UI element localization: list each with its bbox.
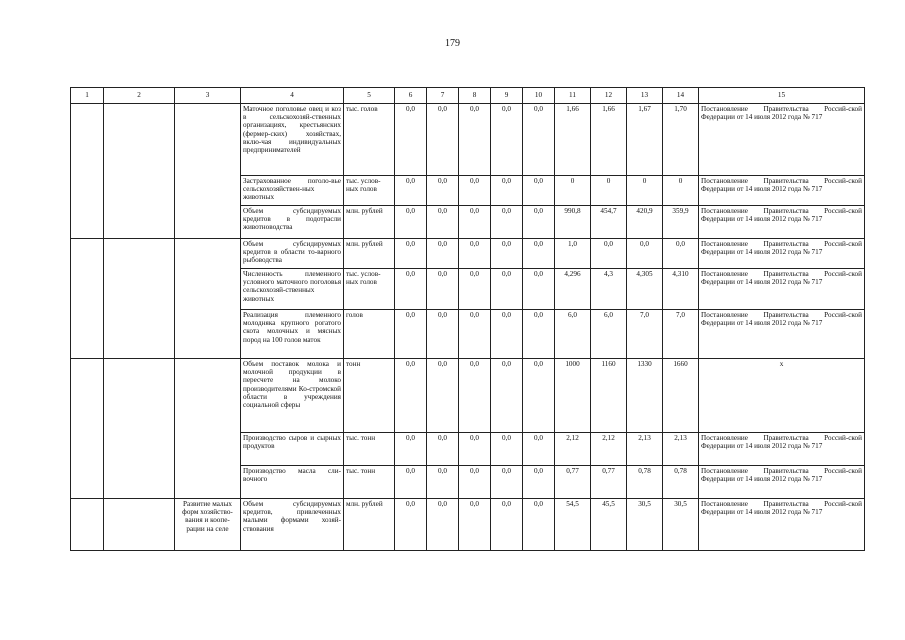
column-header: 4: [241, 88, 344, 104]
value-cell: 0,0: [523, 104, 555, 176]
column-header: 6: [395, 88, 427, 104]
table-row: [71, 104, 865, 176]
value-cell: 54,5: [555, 499, 591, 551]
column-header: 13: [627, 88, 663, 104]
legal-basis-cell: Постановление Правительства Россий-ской Федерации от 14 июля 2012 года № 717: [699, 176, 865, 206]
indicator-cell: Застрахованное поголо-вье сельскохозяйствен-ных животных: [241, 176, 344, 206]
value-cell: 0,0: [523, 310, 555, 359]
table-row: [71, 359, 865, 433]
group-cell-2: [104, 104, 175, 239]
value-cell: 454,7: [591, 206, 627, 239]
value-cell: 0,0: [523, 176, 555, 206]
indicator-cell: Объем субсидируемых кредитов, привлеченных малыми формами хозяй-ствования: [241, 499, 344, 551]
value-cell: 1,66: [591, 104, 627, 176]
value-cell: 1000: [555, 359, 591, 433]
indicator-cell: Объем субсидируемых кредитов в подотрасли животноводства: [241, 206, 344, 239]
value-cell: 2,12: [555, 433, 591, 466]
value-cell: 2,13: [627, 433, 663, 466]
unit-cell: тыс. голов: [344, 104, 395, 176]
group-cell-2: [104, 359, 175, 499]
value-cell: 0,0: [395, 310, 427, 359]
indicator-cell: Объем поставок молока и молочной продукции в пересчете на молоко производителями Ко-стромской области в учреждения социальной сферы: [241, 359, 344, 433]
value-cell: 4,296: [555, 269, 591, 310]
group-cell-1: [71, 104, 104, 239]
indicators-table: [70, 87, 865, 551]
value-cell: 0,0: [491, 269, 523, 310]
unit-cell: млн. рублей: [344, 206, 395, 239]
value-cell: 7,0: [627, 310, 663, 359]
group-cell-1: [71, 359, 104, 499]
value-cell: 30,5: [663, 499, 699, 551]
value-cell: 1,70: [663, 104, 699, 176]
legal-basis-cell: Постановление Правительства Россий-ской Федерации от 14 июля 2012 года № 717: [699, 239, 865, 269]
group-cell-3: [175, 359, 241, 499]
value-cell: 0,78: [627, 466, 663, 499]
value-cell: 0,0: [663, 239, 699, 269]
indicator-cell: Объем субсидируемых кредитов в области то-варного рыбоводства: [241, 239, 344, 269]
value-cell: 0,0: [395, 269, 427, 310]
column-header: 11: [555, 88, 591, 104]
value-cell: 0,0: [491, 433, 523, 466]
value-cell: 0,0: [427, 206, 459, 239]
column-header-row: [71, 88, 865, 104]
value-cell: 0,0: [491, 359, 523, 433]
column-header: 1: [71, 88, 104, 104]
legal-basis-cell: Постановление Правительства Россий-ской Федерации от 14 июля 2012 года № 717: [699, 499, 865, 551]
value-cell: 0,0: [427, 499, 459, 551]
group-cell-2: [104, 499, 175, 551]
unit-cell: млн. рублей: [344, 499, 395, 551]
group-cell-1: [71, 239, 104, 359]
value-cell: 0,0: [491, 239, 523, 269]
column-header: 10: [523, 88, 555, 104]
value-cell: 0,0: [395, 176, 427, 206]
value-cell: 4,3: [591, 269, 627, 310]
value-cell: 6,0: [555, 310, 591, 359]
value-cell: 0,0: [523, 499, 555, 551]
value-cell: 1,66: [555, 104, 591, 176]
value-cell: 0,0: [459, 433, 491, 466]
value-cell: 0,0: [395, 104, 427, 176]
value-cell: 0,0: [427, 466, 459, 499]
value-cell: 359,9: [663, 206, 699, 239]
value-cell: 0,0: [427, 176, 459, 206]
value-cell: 0,0: [523, 269, 555, 310]
value-cell: 0,0: [427, 239, 459, 269]
value-cell: 1160: [591, 359, 627, 433]
value-cell: 4,305: [627, 269, 663, 310]
value-cell: 0,0: [523, 239, 555, 269]
group-cell-3: Развитие малых форм хозяйство-вания и коопе-рации на селе: [175, 499, 241, 551]
value-cell: 45,5: [591, 499, 627, 551]
value-cell: 1,67: [627, 104, 663, 176]
legal-basis-cell: Постановление Правительства Россий-ской Федерации от 14 июля 2012 года № 717: [699, 433, 865, 466]
column-header: 12: [591, 88, 627, 104]
value-cell: 0,0: [459, 466, 491, 499]
value-cell: 4,310: [663, 269, 699, 310]
value-cell: 0,0: [627, 239, 663, 269]
value-cell: 0,0: [523, 206, 555, 239]
legal-basis-cell: Постановление Правительства Россий-ской Федерации от 14 июля 2012 года № 717: [699, 466, 865, 499]
value-cell: 0,0: [459, 269, 491, 310]
value-cell: 0,0: [427, 359, 459, 433]
value-cell: 0,0: [427, 269, 459, 310]
table-row: [71, 499, 865, 551]
group-cell-3: [175, 239, 241, 359]
column-header: 2: [104, 88, 175, 104]
value-cell: 1330: [627, 359, 663, 433]
column-header: 9: [491, 88, 523, 104]
unit-cell: млн. рублей: [344, 239, 395, 269]
value-cell: 0,0: [459, 310, 491, 359]
value-cell: 0,0: [427, 310, 459, 359]
value-cell: 0,78: [663, 466, 699, 499]
group-cell-3: [175, 104, 241, 239]
value-cell: 0,0: [395, 206, 427, 239]
value-cell: 0,0: [395, 239, 427, 269]
value-cell: 990,8: [555, 206, 591, 239]
value-cell: 420,9: [627, 206, 663, 239]
value-cell: 0,0: [491, 176, 523, 206]
page-number: 179: [445, 38, 460, 49]
value-cell: 0,0: [523, 359, 555, 433]
value-cell: 1,0: [555, 239, 591, 269]
indicator-cell: Численность племенного условного маточного поголовья сельскохозяй-ственных животных: [241, 269, 344, 310]
value-cell: 0,0: [459, 104, 491, 176]
unit-cell: тыс. услов-ных голов: [344, 269, 395, 310]
value-cell: 0,0: [491, 104, 523, 176]
legal-basis-cell: x: [699, 359, 865, 433]
group-cell-2: [104, 239, 175, 359]
value-cell: 0,0: [395, 433, 427, 466]
value-cell: 0: [555, 176, 591, 206]
value-cell: 0,0: [523, 466, 555, 499]
value-cell: 1660: [663, 359, 699, 433]
unit-cell: тыс. тонн: [344, 466, 395, 499]
value-cell: 0,0: [491, 206, 523, 239]
unit-cell: тыс. услов-ных голов: [344, 176, 395, 206]
indicator-cell: Маточное поголовье овец и коз в сельскохозяй-ственных организациях, крестьянских (фермер-ских) хозяйствах, вклю-чая индивидуальных предпринимателей: [241, 104, 344, 176]
indicator-cell: Производство сыров и сырных продуктов: [241, 433, 344, 466]
value-cell: 0,77: [555, 466, 591, 499]
value-cell: 0: [591, 176, 627, 206]
indicator-cell: Производство масла сли-вочного: [241, 466, 344, 499]
value-cell: 0,0: [395, 499, 427, 551]
value-cell: 0,0: [427, 104, 459, 176]
value-cell: 7,0: [663, 310, 699, 359]
column-header: 7: [427, 88, 459, 104]
value-cell: 0,0: [591, 239, 627, 269]
unit-cell: тонн: [344, 359, 395, 433]
column-header: 15: [699, 88, 865, 104]
value-cell: 0,0: [395, 359, 427, 433]
value-cell: 0,0: [459, 176, 491, 206]
column-header: 3: [175, 88, 241, 104]
group-cell-1: [71, 499, 104, 551]
value-cell: 0,0: [459, 499, 491, 551]
value-cell: 30,5: [627, 499, 663, 551]
value-cell: 0,0: [395, 466, 427, 499]
table-row: [71, 239, 865, 269]
value-cell: 2,13: [663, 433, 699, 466]
value-cell: 0,0: [459, 206, 491, 239]
value-cell: 0: [627, 176, 663, 206]
value-cell: 0,0: [459, 359, 491, 433]
legal-basis-cell: Постановление Правительства Россий-ской Федерации от 14 июля 2012 года № 717: [699, 310, 865, 359]
unit-cell: тыс. тонн: [344, 433, 395, 466]
value-cell: 0,0: [459, 239, 491, 269]
value-cell: 0,0: [491, 466, 523, 499]
value-cell: 6,0: [591, 310, 627, 359]
unit-cell: голов: [344, 310, 395, 359]
column-header: 8: [459, 88, 491, 104]
legal-basis-cell: Постановление Правительства Россий-ской Федерации от 14 июля 2012 года № 717: [699, 269, 865, 310]
column-header: 14: [663, 88, 699, 104]
legal-basis-cell: Постановление Правительства Россий-ской Федерации от 14 июля 2012 года № 717: [699, 206, 865, 239]
value-cell: 0,0: [523, 433, 555, 466]
column-header: 5: [344, 88, 395, 104]
value-cell: 0: [663, 176, 699, 206]
table-body: [71, 88, 865, 551]
value-cell: 0,77: [591, 466, 627, 499]
indicator-cell: Реализация племенного молодняка крупного рогатого скота молочных и мясных пород на 100 голов маток: [241, 310, 344, 359]
legal-basis-cell: Постановление Правительства Россий-ской Федерации от 14 июля 2012 года № 717: [699, 104, 865, 176]
value-cell: 0,0: [491, 499, 523, 551]
value-cell: 0,0: [491, 310, 523, 359]
value-cell: 0,0: [427, 433, 459, 466]
value-cell: 2,12: [591, 433, 627, 466]
